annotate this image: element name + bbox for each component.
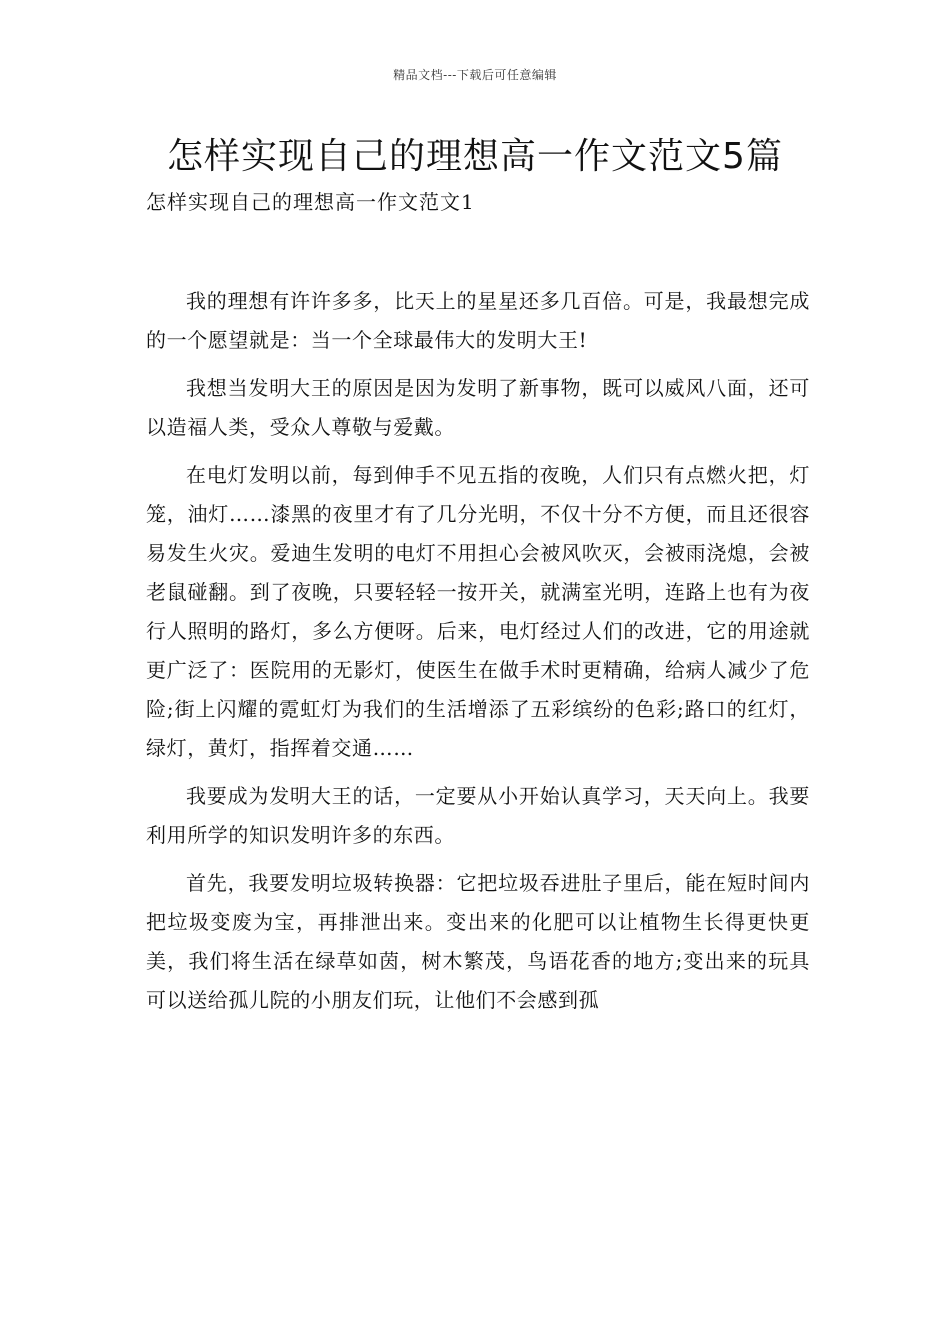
body-text — [146, 282, 810, 1029]
paragraph: 我想当发明大王的原因是因为发明了新事物，既可以威风八面，还可以造福人类，受众人尊敬与爱戴。 — [146, 376, 810, 439]
header-note: 精品文档---下载后可任意编辑 — [393, 68, 557, 82]
document-title: 怎样实现自己的理想高一作文范文5篇 — [167, 136, 783, 177]
paragraph: 首先，我要发明垃圾转换器：它把垃圾吞进肚子里后，能在短时间内把垃圾变废为宝，再排泄出来。变出来的化肥可以让植物生长得更快更美，我们将生活在绿草如茵，树木繁茂，鸟语花香的地方;变出来的玩具可以送给孤儿院的小朋友们玩，让他们不会感到孤 — [146, 871, 810, 1012]
paragraph: 我要成为发明大王的话，一定要从小开始认真学习，天天向上。我要利用所学的知识发明许多的东西。 — [146, 784, 810, 847]
paragraph: 在电灯发明以前，每到伸手不见五指的夜晚，人们只有点燃火把，灯笼，油灯……漆黑的夜里才有了几分光明，不仅十分不方便，而且还很容易发生火灾。爱迪生发明的电灯不用担心会被风吹灭，会被雨浇熄，会被老鼠碰翻。到了夜晚，只要轻轻一按开关，就满室光明，连路上也有为夜行人照明的路灯，多么方便呀。后来，电灯经过人们的改进，它的用途就更广泛了：医院用的无影灯，使医生在做手术时更精确，给病人减少了危险;街上闪耀的霓虹灯为我们的生活增添了五彩缤纷的色彩;路口的红灯，绿灯，黄灯，指挥着交通…… — [146, 463, 810, 760]
paragraph: 我的理想有许许多多，比天上的星星还多几百倍。可是，我最想完成的一个愿望就是：当一个全球最伟大的发明大王! — [146, 289, 810, 352]
section-subtitle: 怎样实现自己的理想高一作文范文1 — [146, 190, 475, 214]
